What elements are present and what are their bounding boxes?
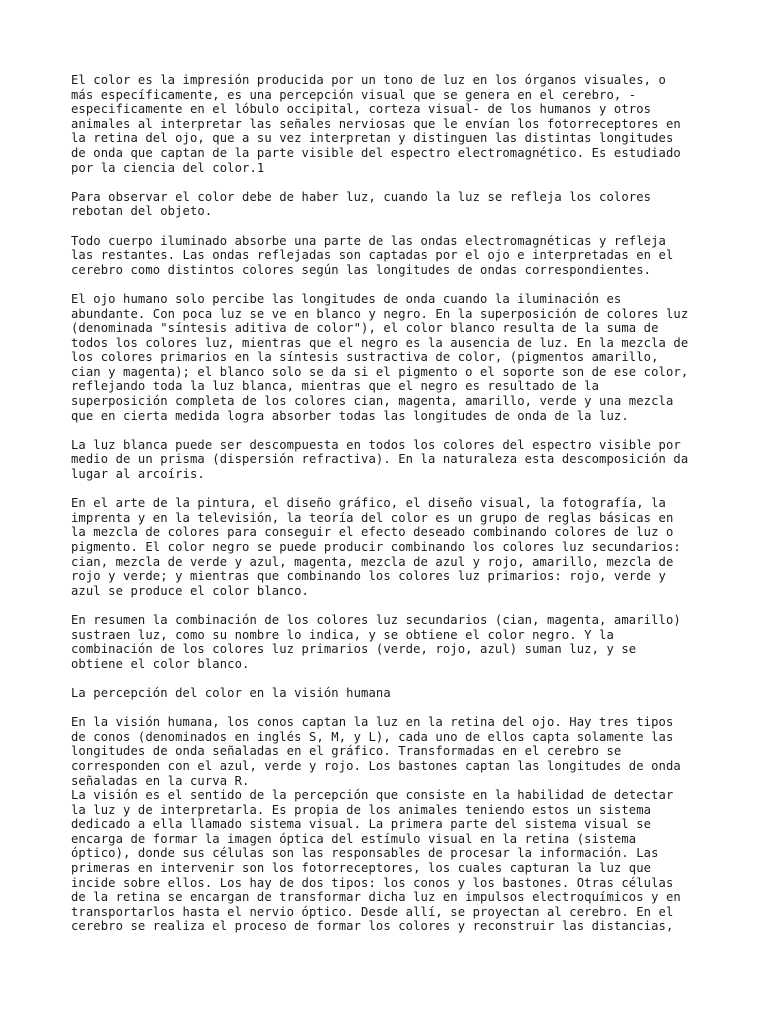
document-page	[71, 73, 761, 934]
paragraph-summary: En resumen la combinación de los colores luz secundarios (cian, magenta, amarillo) sustraen luz, como su nombre lo indica, y se obtiene el color negro. Y la combinación de los colores luz primarios (verde, rojo, azul) suman luz, y se obtiene el color blanco.	[71, 612, 681, 671]
paragraph-vision: La visión es el sentido de la percepción que consiste en la habilidad de detectar la luz y de interpretarla. Es propia de los animales teniendo estos un sistema dedicado a ella llamado sistema visual. La primera parte del sistema visual se encarga de formar la imagen óptica del estímulo visual en la retina (sistema óptico), donde sus células son las responsables de procesar la información. Las primeras en intervenir son los fotorreceptores, los cuales capturan la luz que incide sobre ellos. Los hay de dos tipos: los conos y los bastones. Otras células de la retina se encargan de transformar dicha luz en impulsos electroquímicos y en transportarlos hasta el nervio óptico. Desde allí, se proyectan al cerebro. En el cerebro se realiza el proceso de formar los colores y reconstruir las distancias,	[71, 788, 681, 934]
paragraph-color-theory: En el arte de la pintura, el diseño gráfico, el diseño visual, la fotografía, la imprenta y en la televisión, la teoría del color es un grupo de reglas básicas en la mezcla de colores para conseguir el efecto deseado combinando colores de luz o pigmento. El color negro se puede producir combinando los colores luz secundarios: cian, mezcla de verde y azul, magenta, mezcla de azul y rojo, amarillo, mezcla de rojo y verde; y mientras que combinando los colores luz primarios: rojo, verde y azul se produce el color blanco.	[71, 496, 681, 598]
paragraph-illuminated-body: Todo cuerpo iluminado absorbe una parte de las ondas electromagnéticas y refleja las restantes. Las ondas reflejadas son captadas por el ojo e interpretadas en el cerebro como distintos colores según las longitudes de ondas correspondientes.	[71, 233, 674, 277]
paragraph-white-light: La luz blanca puede ser descompuesta en todos los colores del espectro visible por medio de un prisma (dispersión refractiva). En la naturaleza esta descomposición da lugar al arcoíris.	[71, 437, 689, 482]
paragraph-color-definition: El color es la impresión producida por un tono de luz en los órganos visuales, o más específicamente, es una percepción visual que se genera en el cerebro, - especificamente en el lóbulo occipital, corteza visual- de los humanos y otros animales al interpretar las señales nerviosas que le envían los fotorreceptores en la retina del ojo, que a su vez interpretan y distinguen las distintas longitudes de onda que captan de la parte visible del espectro electromagnético. Es estudiado por la ciencia del color.1	[71, 73, 681, 175]
section-heading: La percepción del color en la visión humana	[71, 685, 391, 700]
paragraph-observe-color: Para observar el color debe de haber luz, cuando la luz se refleja los colores rebotan del objeto.	[71, 189, 652, 219]
paragraph-human-eye: El ojo humano solo percibe las longitudes de onda cuando la iluminación es abundante. Con poca luz se ve en blanco y negro. En la superposición de colores luz (denominada "síntesis aditiva de color"), el color blanco resulta de la suma de todos los colores luz, mientras que el negro es la ausencia de luz. En la mezcla de los colores primarios en la síntesis sustractiva de color, (pigmentos amarillo, cian y magenta); el blanco solo se da si el pigmento o el soporte son de ese color, reflejando toda la luz blanca, mientras que el negro es resultado de la superposición completa de los colores cian, magenta, amarillo, verde y una mezcla que en cierta medida logra absorber todas las longitudes de onda de la luz.	[71, 291, 689, 423]
paragraph-cones: En la visión humana, los conos captan la luz en la retina del ojo. Hay tres tipos de conos (denominados en inglés S, M, y L), cada uno de ellos capta solamente las longitudes de onda señaladas en el gráfico. Transformadas en el cerebro se corresponden con el azul, verde y rojo. Los bastones captan las longitudes de onda señaladas en la curva R.	[71, 715, 681, 788]
